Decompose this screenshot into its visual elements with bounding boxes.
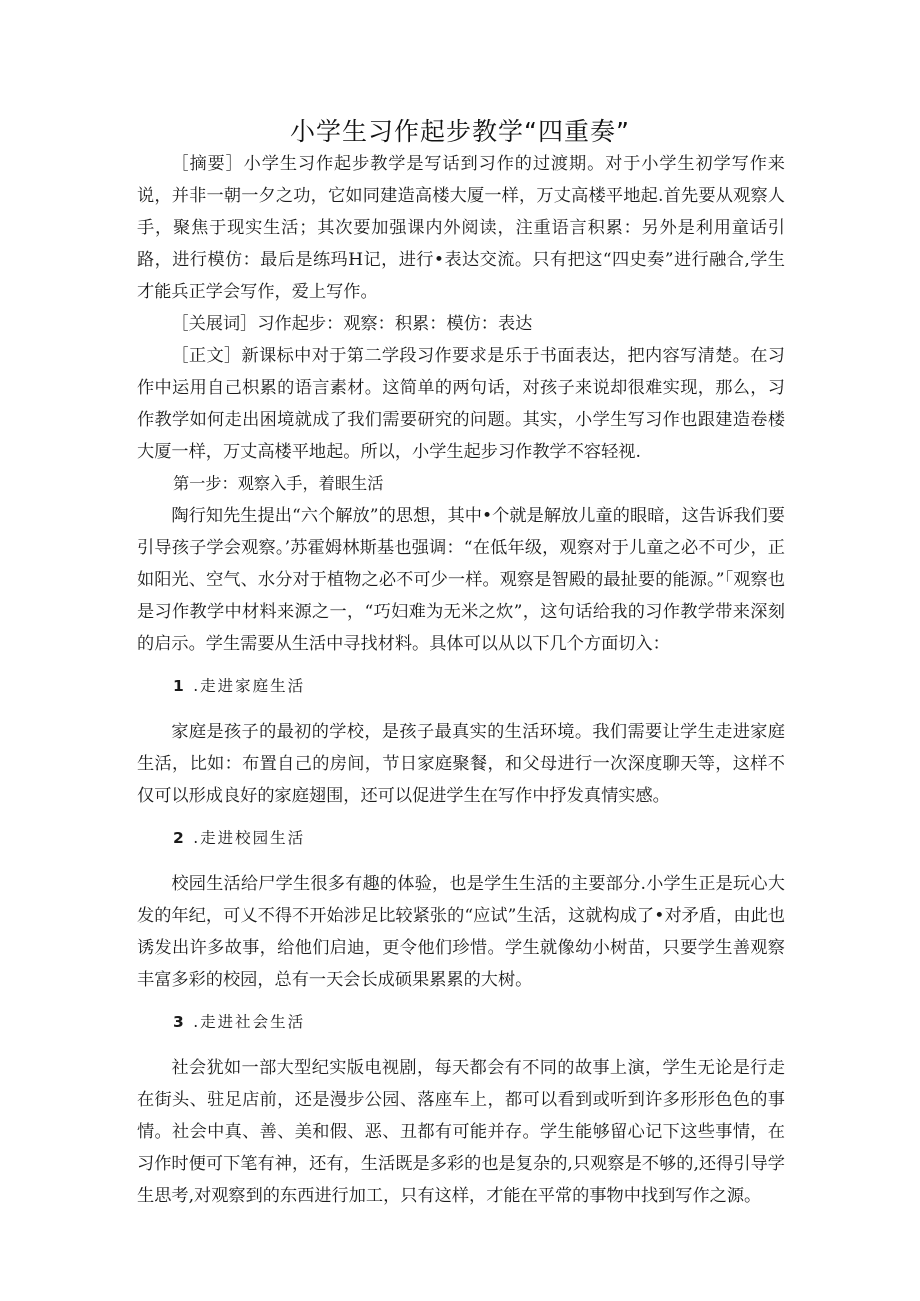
step-one-paragraph: 陶行知先生提出“六个解放”的思想，其中•个就是解放儿童的眼暗，这告诉我们要引导孩子学会观察。’苏霍姆林斯基也强调：“在低年级，观察对于儿童之必不可少，正如阳光、空气、水分对于植物之必不可少一样。观察是智殿的最扯要的能源。”「观察也是习作教学中材料来源之一，“巧妇难为无米之炊”，这句话给我的习作教学带来深刻的启示。学生需要从生活中寻找材料。具体可以从以下几个方面切入： <box>137 506 785 654</box>
document-title: 小学生习作起步教学“四重奏” <box>290 117 630 146</box>
section-number: 1 <box>173 677 186 695</box>
section-title: .走进校园生活 <box>193 829 306 847</box>
keywords-paragraph: ［关展词］习作起步：观察：积累：模仿：表达 <box>171 314 533 334</box>
section-paragraph-school: 校园生活给尸学生很多有趣的体验，也是学生生活的主要部分.小学生正是玩心大发的年纪，可乂不得不开始涉足比较紧张的“应试”生活，这就构成了•对矛盾，由此也诱发出许多故事，给他们启迪，更令他们珍惜。学生就像幼小树苗，只要学生善观察丰富多彩的校园，总有一天会长成硕果累累的大树。 <box>137 874 785 990</box>
document-body <box>137 148 785 1212</box>
step-one-heading: 第一步：观察入手，着眼生活 <box>173 474 384 493</box>
section-paragraph-society: 社会犹如一部大型纪实版电视剧，每天都会有不同的故事上演，学生无论是行走在街头、驻足店前，还是漫步公园、落座车上，都可以看到或听到许多形形色色的事情。社会中真、善、美和假、恶、丑都有可能并存。学生能够留心记下这些事情，在习作时便可下笔有神，还有，生活既是多彩的也是复杂的,只观察是不够的,还得引导学生思考,对观察到的东西进行加工，只有这样，才能在平常的事物中找到写作之源。 <box>137 1058 785 1206</box>
section-number: 3 <box>173 1013 186 1031</box>
body-intro-paragraph: ［正文］新课标中对于第二学段习作要求是乐于书面表达，把内容写清楚。在习作中运用自己枳累的语言素材。这简单的两句话，对孩子来说却很难实现，那么，习作教学如何走出困境就成了我们需要研究的问题。其实，小学生写习作也跟建造卷楼大厦一样，万丈高楼平地起。所以，小学生起步习作教学不容轻视. <box>137 346 785 462</box>
section-heading-society <box>137 1006 785 1038</box>
section-number: 2 <box>173 829 186 847</box>
section-heading-school <box>137 822 785 854</box>
section-title: .走进社会生活 <box>193 1013 306 1031</box>
section-heading-family <box>137 670 785 702</box>
abstract-paragraph: ［摘要］小学生习作起步教学是写话到习作的过渡期。对于小学生初学写作来说，并非一朝一夕之功，它如同建造高楼大厦一样，万丈高楼平地起.首先要从观察人手，聚焦于现实生活；其次要加强课内外阅读，注重语言积累：另外是利用童话引路，进行模仿：最后是练玛H记，进行•表达交流。只有把这“四史奏”进行融合,学生才能兵正学会写作，爱上写作。 <box>137 154 785 302</box>
section-paragraph-family: 家庭是孩子的最初的学校，是孩子最真实的生活环境。我们需要让学生走进家庭生活，比如：布置自己的房间，节日家庭聚餐，和父母进行一次深度聊天等，这样不仅可以形成良好的家庭翅围，还可以促进学生在写作中抒发真情实感。 <box>137 722 785 806</box>
section-title: .走进家庭生活 <box>193 677 306 695</box>
